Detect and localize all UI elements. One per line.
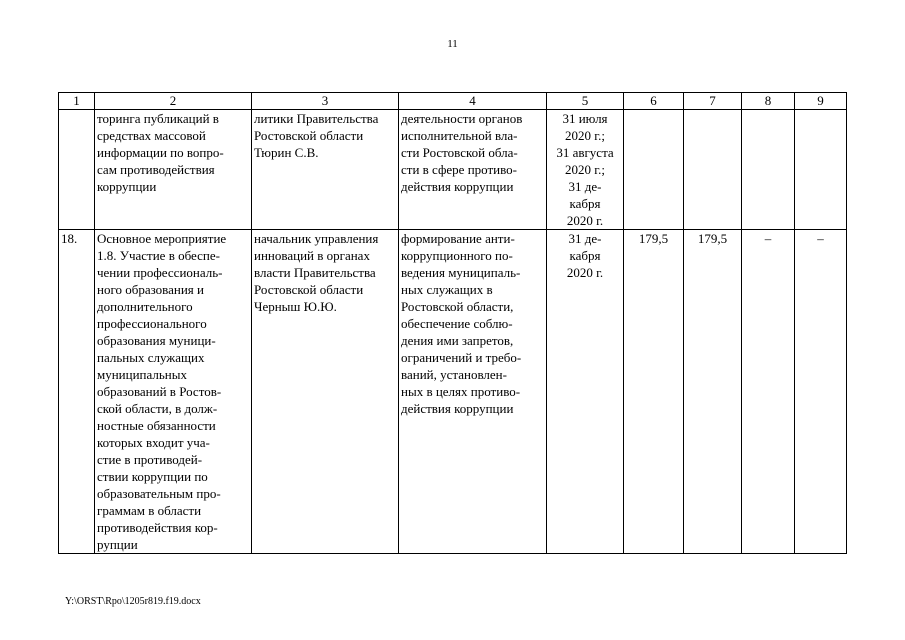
responsible-cell: начальник управления инноваций в органах власти Правительства Ростовской области Черныш Ю.Ю.: [252, 230, 399, 554]
col9-cell: [795, 110, 847, 230]
col7-cell: [684, 110, 742, 230]
measure-cell: торинга публикаций в средствах массовой информации по вопро- сам противодействия коррупции: [95, 110, 252, 230]
header-col-8: 8: [742, 93, 795, 110]
deadline-cell: 31 де- кабря 2020 г.: [547, 230, 624, 554]
measures-table: [58, 92, 847, 554]
col7-cell: 179,5: [684, 230, 742, 554]
col8-cell: [742, 110, 795, 230]
responsible-cell: литики Правительства Ростовской области Тюрин С.В.: [252, 110, 399, 230]
table-row: [59, 230, 847, 554]
col6-cell: 179,5: [624, 230, 684, 554]
measure-cell: Основное мероприятие 1.8. Участие в обеспе- чении профессиональ- ного образования и дополнительного профессионального образования муници- пальных служащих муниципальных образований в Ростов- ской области, в долж- ностные обязанности которых входит уча- стие в противодей- ствии коррупции по образовательным про- граммам в области противодействия кор- рупции: [95, 230, 252, 554]
row-number: [59, 110, 95, 230]
header-col-6: 6: [624, 93, 684, 110]
table-row: [59, 110, 847, 230]
header-col-9: 9: [795, 93, 847, 110]
header-col-2: 2: [95, 93, 252, 110]
col6-cell: [624, 110, 684, 230]
col8-cell: –: [742, 230, 795, 554]
col9-cell: –: [795, 230, 847, 554]
footer-file-path: Y:\ORST\Rpo\1205r819.f19.docx: [65, 596, 201, 607]
header-col-5: 5: [547, 93, 624, 110]
deadline-cell: 31 июля 2020 г.; 31 августа 2020 г.; 31 де- кабря 2020 г.: [547, 110, 624, 230]
result-cell: деятельности органов исполнительной вла- сти Ростовской обла- сти в сфере противо- действия коррупции: [399, 110, 547, 230]
header-col-3: 3: [252, 93, 399, 110]
page-number: 11: [447, 38, 458, 50]
header-col-1: 1: [59, 93, 95, 110]
row-number: 18.: [59, 230, 95, 554]
result-cell: формирование анти- коррупционного по- ведения муниципаль- ных служащих в Ростовской области, обеспечение соблю- дения ими запретов, ограничений и требо- ваний, установлен- ных в целях противо- действия коррупции: [399, 230, 547, 554]
header-col-7: 7: [684, 93, 742, 110]
header-col-4: 4: [399, 93, 547, 110]
header-row: [59, 93, 847, 110]
